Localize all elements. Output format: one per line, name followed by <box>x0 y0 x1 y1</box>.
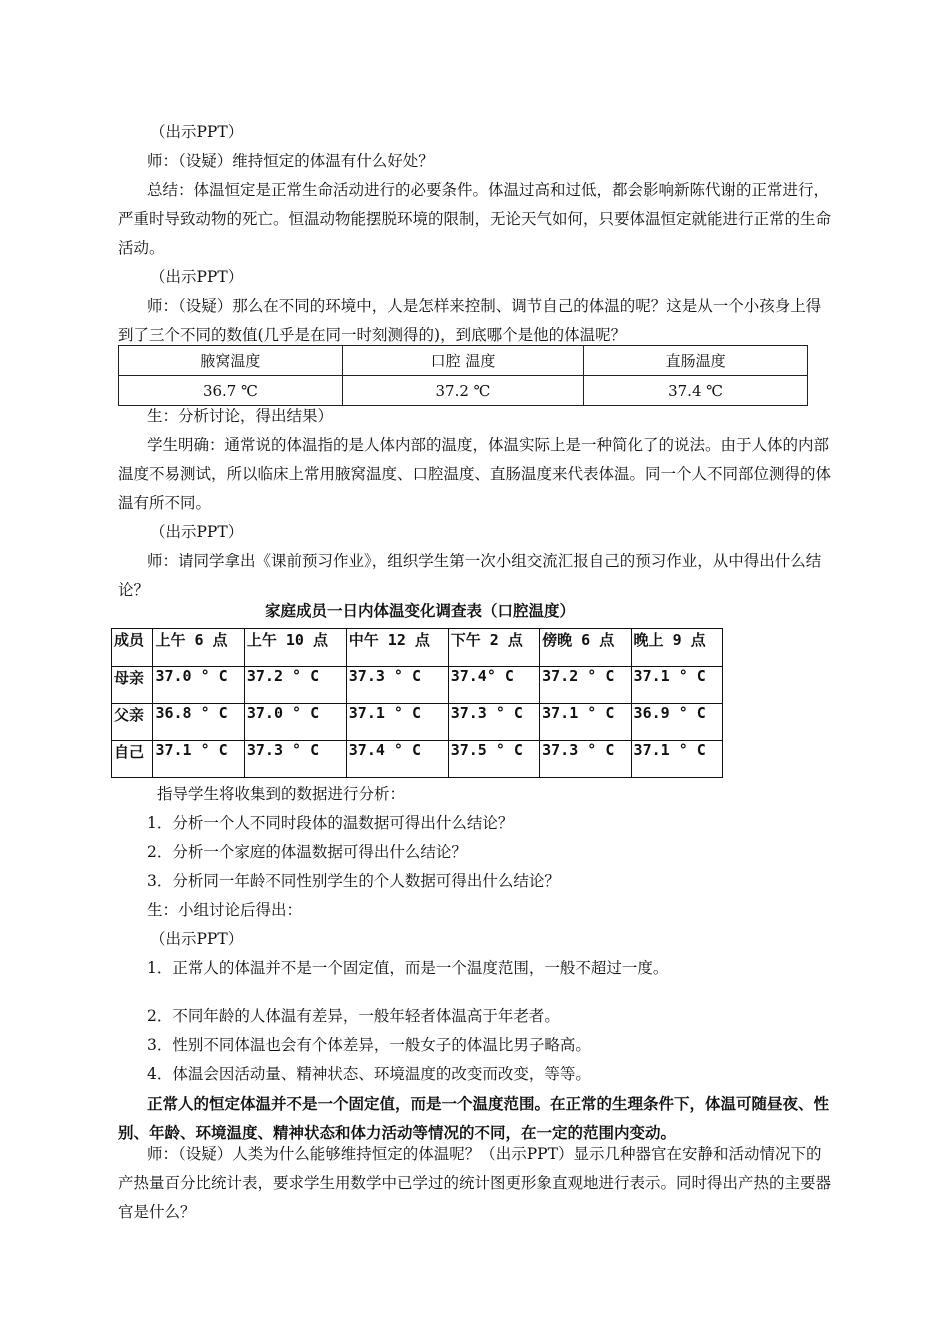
table-header-cell: 傍晚 6 点 <box>540 629 631 667</box>
table-cell: 37.5 ° C <box>448 741 539 778</box>
ppt-note: （出示PPT） <box>150 523 244 541</box>
table-cell: 37.3 ° C <box>540 741 631 778</box>
table-row <box>112 741 723 778</box>
teacher-guidance: 指导学生将收集到的数据进行分析： <box>157 785 406 803</box>
list-item: 1．分析一个人不同时段体的温数据可得出什么结论？ <box>147 814 514 832</box>
table-cell: 37.0 ° C <box>244 704 346 741</box>
key-conclusion: 正常人的恒定体温并不是一个固定值，而是一个温度范围。在正常的生理条件下，体温可随昼夜、性别、年龄、环境温度、精神状态和体力活动等情况的不同，在一定的范围内变动。 <box>118 1094 830 1142</box>
ppt-note: （出示PPT） <box>150 930 244 948</box>
ppt-note: （出示PPT） <box>150 123 244 141</box>
table-cell: 母亲 <box>112 667 153 704</box>
table-cell: 37.2 ℃ <box>342 376 583 406</box>
table-header-cell: 腋窝温度 <box>119 346 343 376</box>
table-header-cell: 上午 10 点 <box>244 629 346 667</box>
table-cell: 37.1 ° C <box>540 704 631 741</box>
table-header-cell: 上午 6 点 <box>153 629 244 667</box>
student-response: 生：小组讨论后得出： <box>147 901 303 919</box>
table-cell: 37.2 ° C <box>540 667 631 704</box>
table-cell: 36.8 ° C <box>153 704 244 741</box>
table-cell: 37.3 ° C <box>448 704 539 741</box>
table-header-cell: 成员 <box>112 629 153 667</box>
table-row <box>119 376 808 406</box>
table-row <box>119 346 808 376</box>
table-cell: 37.4 ° C <box>346 741 448 778</box>
table-row <box>112 629 723 667</box>
table-header-cell: 下午 2 点 <box>448 629 539 667</box>
family-temperature-table <box>111 628 723 778</box>
table-cell: 37.1 ° C <box>631 667 722 704</box>
ppt-note: （出示PPT） <box>150 268 244 286</box>
table-cell: 自己 <box>112 741 153 778</box>
teacher-question: 师：（设疑）那么在不同的环境中，人是怎样来控制、调节自己的体温的呢？这是从一个小孩身上得到了三个不同的数值(几乎是在同一时刻测得的)，到底哪个是他的体温呢？ <box>118 297 822 344</box>
table-cell: 36.7 ℃ <box>119 376 343 406</box>
summary-paragraph: 总结：体温恒定是正常生命活动进行的必要条件。体温过高和过低，都会影响新陈代谢的正常进行，严重时导致动物的死亡。恒温动物能摆脱环境的限制，无论天气如何，只要体温恒定就能进行正常的生命活动。 <box>118 181 832 257</box>
table-cell: 37.4° C <box>448 667 539 704</box>
teacher-question: 师：（设疑）人类为什么能够维持恒定的体温呢？（出示PPT）显示几种器官在安静和活动情况下的产热量百分比统计表，要求学生用数学中已学过的统计图更形象直观地进行表示。同时得出产热的主要器官是什么？ <box>118 1145 832 1221</box>
list-item: 3．分析同一年龄不同性别学生的个人数据可得出什么结论？ <box>147 872 560 890</box>
list-item: 2．不同年龄的人体温有差异，一般年轻者体温高于年老者。 <box>147 1007 560 1025</box>
list-item: 2．分析一个家庭的体温数据可得出什么结论？ <box>147 843 467 861</box>
table-cell: 37.0 ° C <box>153 667 244 704</box>
table-header-cell: 中午 12 点 <box>346 629 448 667</box>
table-row <box>112 704 723 741</box>
table-cell: 37.1 ° C <box>346 704 448 741</box>
student-conclusion: 学生明确：通常说的体温指的是人体内部的温度，体温实际上是一种简化了的说法。由于人体的内部温度不易测试，所以临床上常用腋窝温度、口腔温度、直肠温度来代表体温。同一个人不同部位测得的体温有所不同。 <box>118 436 832 512</box>
body-temperature-table <box>118 345 808 406</box>
table-header-cell: 晚上 9 点 <box>631 629 722 667</box>
table-cell: 37.3 ° C <box>346 667 448 704</box>
teacher-question: 师：（设疑）维持恒定的体温有什么好处？ <box>147 152 434 170</box>
table-cell: 父亲 <box>112 704 153 741</box>
table-caption: 家庭成员一日内体温变化调查表（口腔温度） <box>264 602 575 620</box>
table-cell: 37.4 ℃ <box>584 376 808 406</box>
table-header-cell: 直肠温度 <box>584 346 808 376</box>
table-cell: 36.9 ° C <box>631 704 722 741</box>
student-response: 生：分析讨论，得出结果） <box>147 407 334 425</box>
list-item: 3．性别不同体温也会有个体差异，一般女子的体温比男子略高。 <box>147 1036 591 1054</box>
table-cell: 37.1 ° C <box>153 741 244 778</box>
table-header-cell: 口腔 温度 <box>342 346 583 376</box>
list-item: 1．正常人的体温并不是一个固定值，而是一个温度范围，一般不超过一度。 <box>147 959 669 977</box>
list-item: 4．体温会因活动量、精神状态、环境温度的改变而改变，等等。 <box>147 1065 591 1083</box>
table-row <box>112 667 723 704</box>
table-cell: 37.3 ° C <box>244 741 346 778</box>
teacher-instruction: 师：请同学拿出《课前预习作业》，组织学生第一次小组交流汇报自己的预习作业，从中得出什么结论？ <box>118 552 822 599</box>
table-cell: 37.1 ° C <box>631 741 722 778</box>
table-cell: 37.2 ° C <box>244 667 346 704</box>
